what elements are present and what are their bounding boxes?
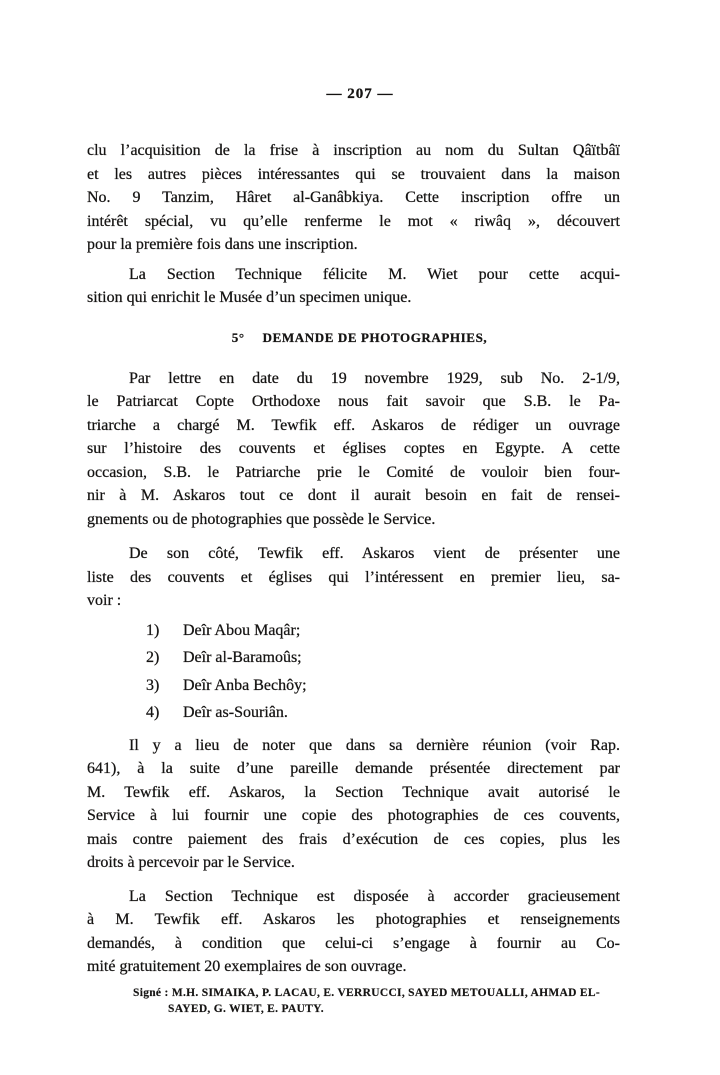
text-line: occasion, S.B. le Patriarche prie le Comité de vouloir bien four- — [87, 463, 620, 481]
list-item-text: Deîr Abou Maqâr; — [183, 621, 301, 639]
paragraph-liste-couvents — [87, 542, 620, 613]
text-line: M. Tewfik eff. Askaros, la Section Technique avait autorisé le — [87, 783, 620, 801]
paragraph-lettre-patriarcat — [87, 367, 620, 532]
text-line: pour la première fois dans une inscription. — [87, 236, 358, 253]
text-line: gnements ou de photographies que possède le Service. — [87, 510, 436, 528]
text-block — [87, 139, 620, 1017]
paragraph-acquisition — [87, 139, 620, 257]
list-item — [87, 617, 620, 645]
list-item — [87, 644, 620, 672]
text-line: De son côté, Tewfik eff. Askaros vient de présenter une — [129, 545, 620, 562]
signature-block — [87, 985, 620, 1017]
section-number: 5° — [231, 329, 245, 345]
text-line: nir à M. Askaros tout ce dont il aurait besoin en fait de rensei- — [87, 487, 620, 504]
list-item-number: 3) — [146, 676, 160, 694]
text-line: voir : — [87, 592, 122, 609]
list-item-number: 4) — [146, 704, 160, 721]
text-line: No. 9 Tanzim, Hâret al-Ganâbkiya. Cette inscription offre un — [87, 189, 620, 206]
text-line: mais contre paiement des frais d’exécution de ces copies, plus les — [87, 830, 620, 848]
text-line: sur l’histoire des couvents et églises coptes en Egypte. A cette — [87, 440, 620, 457]
list-item-text: Deîr Anba Bechôy; — [183, 676, 307, 694]
list-item — [87, 699, 620, 727]
list-item-number: 2) — [146, 649, 160, 666]
page-number: — 207 — — [326, 86, 394, 102]
list-item-text: Deîr al-Baramoûs; — [183, 649, 302, 666]
section-title: DEMANDE DE PHOTOGRAPHIES, — [262, 329, 488, 345]
text-line: liste des couvents et églises qui l’intéressent en premier lieu, sa- — [87, 568, 620, 586]
text-line: intérêt spécial, vu qu’elle renferme le mot « riwâq », découvert — [87, 212, 620, 230]
monastery-list — [87, 617, 620, 727]
text-line: Il y a lieu de noter que dans sa dernière réunion (voir Rap. — [129, 736, 620, 754]
signature-label: Signé : — [133, 986, 169, 999]
list-item-number: 1) — [146, 621, 160, 639]
list-item — [87, 672, 620, 700]
signature-names: M.H. SIMAIKA, P. LACAU, E. VERRUCCI, SAYED METOUALLI, AHMAD EL- — [171, 986, 601, 999]
text-line: La Section Technique est disposée à accorder gracieusement — [129, 887, 620, 905]
text-line: Par lettre en date du 19 novembre 1929, sub No. 2-1/9, — [129, 369, 620, 387]
signature-line — [87, 985, 620, 1001]
text-line: sition qui enrichit le Musée d’un specimen unique. — [87, 289, 412, 306]
paragraph-derniere-reunion — [87, 734, 620, 875]
text-line: Service à lui fournir une copie des photographies de ces couvents, — [87, 807, 620, 824]
text-line: à M. Tewfik eff. Askaros les photographies et renseignements — [87, 911, 620, 928]
text-line: le Patriarcat Copte Orthodoxe nous fait savoir que S.B. le Pa- — [87, 393, 620, 410]
text-line: droits à percevoir par le Service. — [87, 854, 295, 871]
text-line: et les autres pièces intéressantes qui se trouvaient dans la maison — [87, 165, 620, 183]
paragraph-accord-gracieux — [87, 885, 620, 979]
text-line: mité gratuitement 20 exemplaires de son ouvrage. — [87, 958, 407, 975]
text-line: 641), à la suite d’une pareille demande présentée directement par — [87, 760, 620, 777]
section-heading — [93, 330, 626, 346]
text-line: demandés, à condition que celui-ci s’engage à fournir au Co- — [87, 934, 620, 952]
text-line: clu l’acquisition de la frise à inscription au nom du Sultan Qâïtbâï — [87, 142, 620, 159]
text-line: triarche a chargé M. Tewfik eff. Askaros de rédiger un ouvrage — [87, 416, 620, 434]
signature-line: SAYED, G. WIET, E. PAUTY. — [168, 1002, 324, 1015]
list-item-text: Deîr as-Souriân. — [183, 704, 288, 721]
paragraph-felicitation — [87, 263, 620, 310]
text-line: La Section Technique félicite M. Wiet pour cette acqui- — [129, 265, 620, 283]
